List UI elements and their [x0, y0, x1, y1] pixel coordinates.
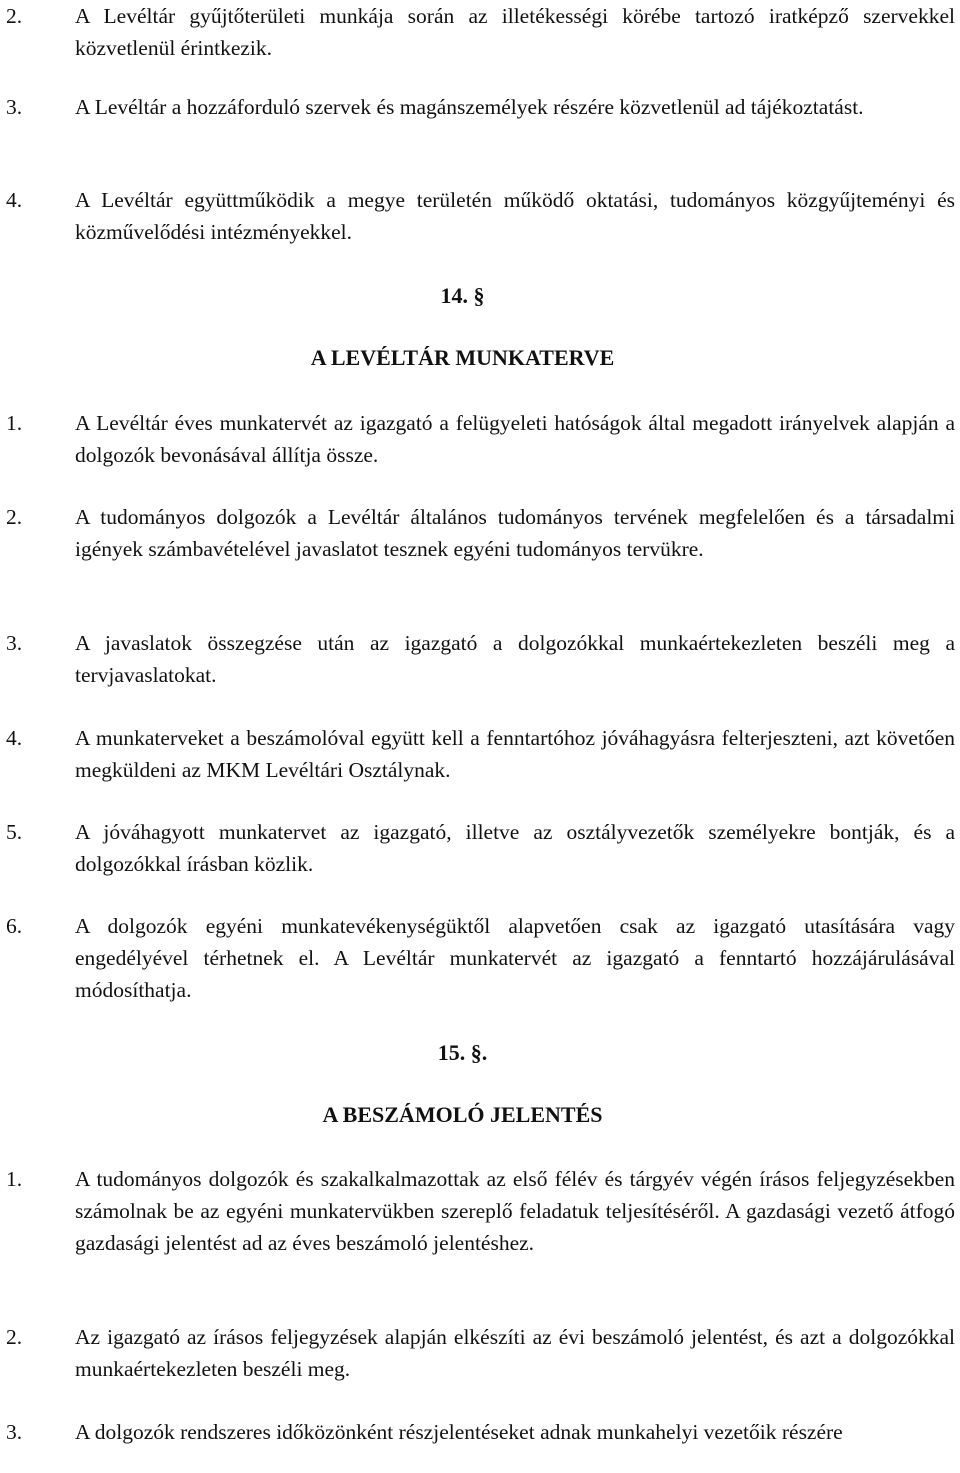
list-item	[0, 1321, 955, 1385]
item-number: 4.	[6, 726, 23, 750]
item-text: A munkaterveket a beszámolóval együtt kell a fenntartóhoz jóváhagyásra felterjeszteni, azt követően megküldeni az MKM Levéltári Osztálynak.	[75, 726, 955, 782]
item-number: 3.	[6, 95, 23, 119]
list-item	[0, 91, 955, 123]
item-text: A Levéltár éves munkatervét az igazgató a felügyeleti hatóságok által megadott irányelvek alapján a dolgozók bevonásával állítja össze.	[75, 411, 955, 467]
section-title: A LEVÉLTÁR MUNKATERVE	[310, 345, 615, 370]
item-number: 4.	[6, 188, 23, 212]
item-number: 3.	[6, 631, 23, 655]
item-number: 6.	[6, 914, 23, 938]
item-number: 5.	[6, 820, 23, 844]
item-text: A Levéltár gyűjtőterületi munkája során az illetékességi körébe tartozó iratképző szervekkel közvetlenül érintkezik.	[75, 4, 955, 60]
item-number: 2.	[6, 4, 23, 28]
list-item	[0, 816, 955, 880]
list-item	[0, 627, 955, 691]
item-number: 2.	[6, 1325, 23, 1349]
list-item	[0, 407, 955, 471]
item-text: A tudományos dolgozók és szakalkalmazottak az első félév és tárgyév végén írásos feljegyzésekben számolnak be az egyéni munkatervükben szereplő feladatuk teljesítéséről. A gazdasági vezető átfogó gazdasági jelentést ad az éves beszámoló jelentéshez.	[75, 1167, 955, 1255]
list-item	[0, 184, 955, 248]
item-number: 3.	[6, 1420, 23, 1444]
list-item	[0, 722, 955, 786]
item-text: A dolgozók rendszeres időközönként részjelentéseket adnak munkahelyi vezetőik részére	[75, 1420, 843, 1444]
list-item	[0, 910, 955, 1006]
list-item	[0, 0, 955, 64]
item-text: A Levéltár együttműködik a megye területén működő oktatási, tudományos közgyűjteményi és közművelődési intézményekkel.	[75, 188, 955, 244]
item-text: A tudományos dolgozók a Levéltár általános tudományos tervének megfelelően és a társadalmi igények számbavételével javaslatot tesznek egyéni tudományos tervükre.	[75, 505, 955, 561]
item-text: A jóváhagyott munkatervet az igazgató, illetve az osztályvezetők személyekre bontják, és a dolgozókkal írásban közlik.	[75, 820, 955, 876]
item-text: Az igazgató az írásos feljegyzések alapján elkészíti az évi beszámoló jelentést, és azt a dolgozókkal munkaértekezleten beszéli meg.	[75, 1325, 955, 1381]
list-item	[0, 1163, 955, 1259]
section-number: 15. §.	[437, 1040, 488, 1065]
item-number: 1.	[6, 411, 23, 435]
item-number: 1.	[6, 1167, 23, 1191]
section-number: 14. §	[440, 283, 485, 308]
item-text: A Levéltár a hozzáforduló szervek és magánszemélyek részére közvetlenül ad tájékoztatást.	[75, 95, 864, 119]
item-text: A javaslatok összegzése után az igazgató a dolgozókkal munkaértekezleten beszéli meg a tervjavaslatokat.	[75, 631, 955, 687]
item-number: 2.	[6, 505, 23, 529]
list-item	[0, 501, 955, 565]
list-item	[0, 1416, 955, 1448]
item-text: A dolgozók egyéni munkatevékenységüktől alapvetően csak az igazgató utasítására vagy engedélyével térhetnek el. A Levéltár munkatervét az igazgató a fenntartó hozzájárulásával módosíthatja.	[75, 914, 955, 1002]
section-title: A BESZÁMOLÓ JELENTÉS	[322, 1102, 603, 1127]
